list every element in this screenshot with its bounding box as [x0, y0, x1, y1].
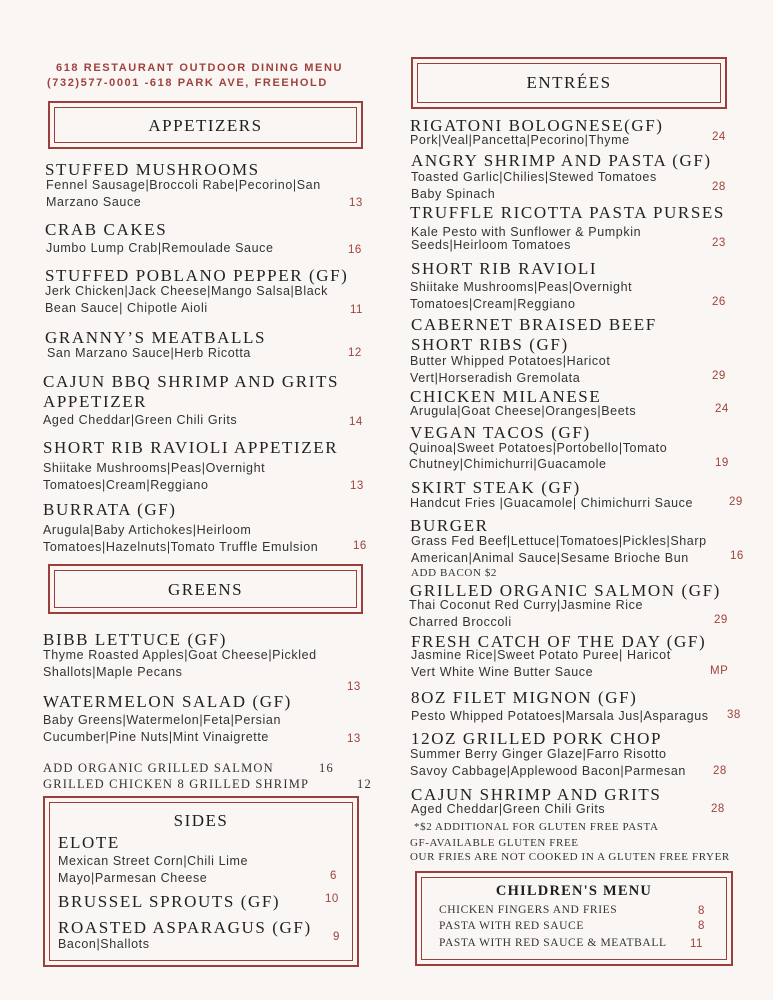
- entree-desc: Quinoa|Sweet Potatoes|Portobello|Tomato: [409, 441, 668, 455]
- appetizer-name: CRAB CAKES: [45, 220, 168, 239]
- appetizer-price: 16: [353, 540, 367, 552]
- side-price: 10: [325, 893, 339, 905]
- entree-desc: Vert|Horseradish Gremolata: [410, 371, 581, 385]
- appetizers-title: APPETIZERS: [148, 116, 263, 135]
- side-desc: Bacon|Shallots: [58, 937, 150, 951]
- kids-price: 11: [690, 938, 703, 950]
- entree-desc: Aged Cheddar|Green Chili Grits: [411, 802, 606, 816]
- entree-price: MP: [710, 665, 729, 677]
- entree-name: CAJUN SHRIMP AND GRITS: [411, 785, 662, 804]
- entree-desc: Thai Coconut Red Curry|Jasmine Rice: [409, 598, 644, 612]
- entree-price: 28: [712, 181, 726, 193]
- appetizer-desc: Jumbo Lump Crab|Remoulade Sauce: [46, 241, 274, 255]
- entree-name: VEGAN TACOS (GF): [410, 423, 591, 442]
- appetizer-price: 11: [350, 304, 363, 316]
- kids-price: 8: [698, 905, 705, 917]
- entree-extra: ADD BACON $2: [411, 567, 498, 579]
- entree-desc: Jasmine Rice|Sweet Potato Puree| Haricot: [411, 648, 671, 662]
- greens-price: 13: [347, 733, 361, 745]
- greens-desc: Thyme Roasted Apples|Goat Cheese|Pickled: [43, 648, 317, 662]
- appetizer-desc: San Marzano Sauce|Herb Ricotta: [47, 346, 251, 360]
- appetizer-desc: Tomatoes|Cream|Reggiano: [43, 478, 209, 492]
- entree-desc: Savoy Cabbage|Applewood Bacon|Parmesan: [410, 764, 686, 778]
- side-name: ELOTE: [58, 833, 120, 852]
- side-price: 6: [330, 870, 337, 882]
- greens-price: 13: [347, 681, 361, 693]
- appetizer-name: GRANNY’S MEATBALLS: [45, 328, 267, 347]
- greens-name: WATERMELON SALAD (GF): [43, 692, 292, 711]
- gluten-note: *$2 ADDITIONAL FOR GLUTEN FREE PASTA: [414, 821, 659, 833]
- entree-price: 28: [711, 803, 725, 815]
- appetizer-desc: Marzano Sauce: [46, 195, 142, 209]
- entree-price: 29: [712, 370, 726, 382]
- entree-price: 23: [712, 237, 726, 249]
- entree-desc: Seeds|Heirloom Tomatoes: [411, 238, 571, 252]
- greens-addon: ADD ORGANIC GRILLED SALMON: [43, 761, 274, 775]
- greens-desc: Shallots|Maple Pecans: [43, 665, 183, 679]
- appetizer-name: SHORT RIB RAVIOLI APPETIZER: [43, 438, 339, 457]
- entree-desc: Vert White Wine Butter Sauce: [411, 665, 594, 679]
- side-desc: Mayo|Parmesan Cheese: [58, 871, 208, 885]
- appetizer-desc: Aged Cheddar|Green Chili Grits: [43, 413, 238, 427]
- entree-desc: Charred Broccoli: [409, 615, 512, 629]
- appetizer-desc: Tomatoes|Hazelnuts|Tomato Truffle Emulsion: [43, 540, 319, 554]
- entree-price: 29: [714, 614, 728, 626]
- entree-name: GRILLED ORGANIC SALMON (GF): [410, 581, 721, 600]
- greens-desc: Baby Greens|Watermelon|Feta|Persian: [43, 713, 282, 727]
- appetizer-price: 14: [349, 416, 363, 428]
- entree-desc: Chutney|Chimichurri|Guacamole: [409, 457, 607, 471]
- appetizer-price: 13: [350, 480, 364, 492]
- appetizer-desc: Arugula|Baby Artichokes|Heirloom: [43, 523, 252, 537]
- greens-desc: Cucumber|Pine Nuts|Mint Vinaigrette: [43, 730, 269, 744]
- entree-price: 24: [715, 403, 729, 415]
- side-price: 9: [333, 931, 340, 943]
- entree-price: 28: [713, 765, 727, 777]
- greens-title: GREENS: [167, 580, 244, 599]
- entree-desc: Kale Pesto with Sunflower & Pumpkin: [411, 225, 642, 239]
- entree-name: 12OZ GRILLED PORK CHOP: [411, 729, 663, 748]
- kids-item: PASTA WITH RED SAUCE: [439, 920, 584, 932]
- entree-name: FRESH CATCH OF THE DAY (GF): [411, 632, 707, 651]
- entree-price: 24: [712, 131, 726, 143]
- appetizer-price: 13: [349, 197, 363, 209]
- entree-name: SKIRT STEAK (GF): [411, 478, 581, 497]
- entree-desc: Butter Whipped Potatoes|Haricot: [410, 354, 611, 368]
- appetizer-price: 12: [348, 347, 362, 359]
- entree-desc: Handcut Fries |Guacamole| Chimichurri Sauce: [410, 496, 694, 510]
- appetizer-name: APPETIZER: [43, 392, 148, 411]
- entree-name: BURGER: [410, 516, 489, 535]
- restaurant-title: 618 RESTAURANT OUTDOOR DINING MENU: [56, 62, 344, 74]
- entree-price: 16: [730, 550, 744, 562]
- entree-desc: Pork|Veal|Pancetta|Pecorino|Thyme: [410, 133, 630, 147]
- entree-name: RIGATONI BOLOGNESE(GF): [410, 116, 664, 135]
- appetizer-desc: Bean Sauce| Chipotle Aioli: [45, 301, 208, 315]
- greens-addon-price: 16: [319, 761, 334, 775]
- entree-desc: Tomatoes|Cream|Reggiano: [410, 297, 576, 311]
- side-name: ROASTED ASPARAGUS (GF): [58, 918, 312, 937]
- side-name: BRUSSEL SPROUTS (GF): [58, 892, 281, 911]
- entree-name: CABERNET BRAISED BEEF: [411, 315, 657, 334]
- appetizer-desc: Shiitake Mushrooms|Peas|Overnight: [43, 461, 266, 475]
- entree-name: TRUFFLE RICOTTA PASTA PURSES: [410, 203, 725, 222]
- entree-desc: Baby Spinach: [411, 187, 496, 201]
- entree-desc: American|Animal Sauce|Sesame Brioche Bun: [411, 551, 689, 565]
- greens-addon-price: 12: [357, 777, 372, 791]
- appetizer-name: BURRATA (GF): [43, 500, 177, 519]
- childrens-menu-box: [415, 871, 733, 966]
- kids-price: 8: [698, 920, 705, 932]
- kids-item: CHICKEN FINGERS AND FRIES: [439, 904, 618, 916]
- entree-price: 26: [712, 296, 726, 308]
- appetizer-name: CAJUN BBQ SHRIMP AND GRITS: [43, 372, 340, 391]
- childrens-menu-title: CHILDREN'S MENU: [495, 883, 653, 899]
- entree-name: SHORT RIB RAVIOLI: [411, 259, 598, 278]
- entree-desc: Shiitake Mushrooms|Peas|Overnight: [410, 280, 633, 294]
- greens-name: BIBB LETTUCE (GF): [43, 630, 227, 649]
- entree-desc: Summer Berry Ginger Glaze|Farro Risotto: [410, 747, 667, 761]
- greens-heading-box: [48, 564, 363, 614]
- appetizer-name: STUFFED POBLANO PEPPER (GF): [45, 266, 349, 285]
- entree-name: ANGRY SHRIMP AND PASTA (GF): [411, 151, 712, 170]
- appetizers-heading-box: [48, 101, 363, 149]
- entree-name: CHICKEN MILANESE: [410, 387, 602, 406]
- gluten-note: OUR FRIES ARE NOT COOKED IN A GLUTEN FREE FRYER: [410, 851, 730, 863]
- kids-item: PASTA WITH RED SAUCE & MEATBALL: [439, 937, 667, 949]
- entree-price: 29: [729, 496, 743, 508]
- appetizer-desc: Fennel Sausage|Broccoli Rabe|Pecorino|San: [46, 178, 321, 192]
- entree-price: 38: [727, 709, 741, 721]
- greens-addon: GRILLED CHICKEN 8 GRILLED SHRIMP: [43, 777, 310, 791]
- entree-price: 19: [715, 457, 729, 469]
- entree-desc: Pesto Whipped Potatoes|Marsala Jus|Asparagus: [411, 709, 709, 723]
- appetizer-desc: Jerk Chicken|Jack Cheese|Mango Salsa|Black: [45, 284, 328, 298]
- entrees-heading-box: [411, 57, 727, 109]
- side-desc: Mexican Street Corn|Chili Lime: [58, 854, 249, 868]
- sides-title: SIDES: [173, 811, 229, 830]
- entrees-title: ENTRÉES: [526, 73, 612, 92]
- entree-name: 8OZ FILET MIGNON (GF): [411, 688, 638, 707]
- restaurant-contact: (732)577-0001 -618 PARK AVE, FREEHOLD: [47, 77, 328, 89]
- entree-desc: Toasted Garlic|Chilies|Stewed Tomatoes: [411, 170, 657, 184]
- entree-desc: Arugula|Goat Cheese|Oranges|Beets: [410, 404, 637, 418]
- gluten-note: GF-AVAILABLE GLUTEN FREE: [410, 837, 579, 849]
- entree-name: SHORT RIBS (GF): [411, 335, 569, 354]
- entree-desc: Grass Fed Beef|Lettuce|Tomatoes|Pickles|Sharp: [411, 534, 707, 548]
- appetizer-name: STUFFED MUSHROOMS: [45, 160, 260, 179]
- appetizer-price: 16: [348, 244, 362, 256]
